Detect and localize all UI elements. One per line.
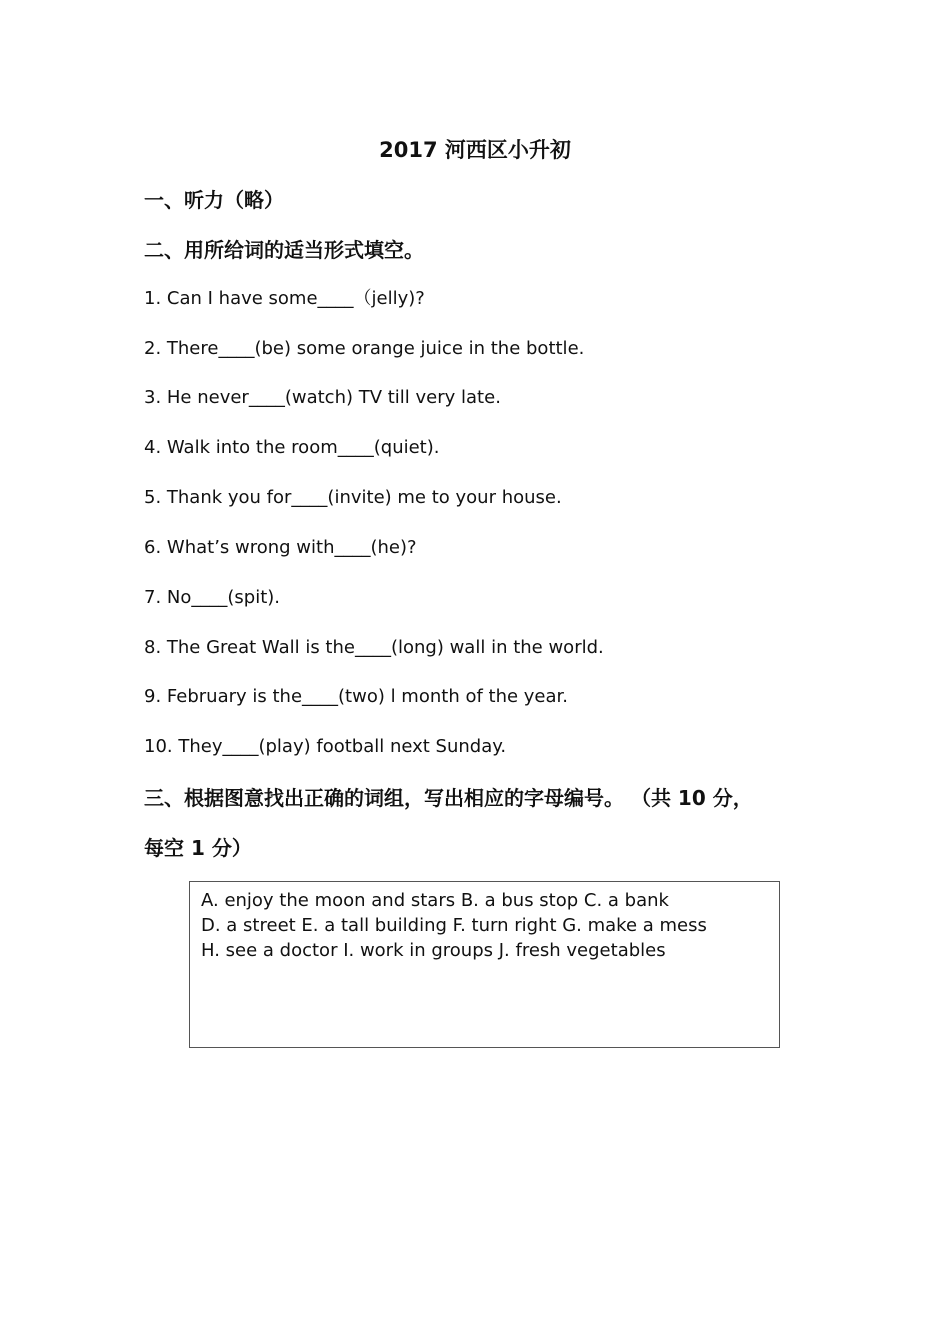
question-item-7: 7. No____(spit).: [144, 587, 281, 608]
question-item-4: 4. Walk into the room____(quiet).: [144, 437, 440, 458]
option-line-3: H. see a doctor I. work in groups J. fresh vegetables: [201, 940, 666, 961]
question-item-1: 1. Can I have some____（jelly)?: [144, 288, 425, 309]
section-heading-matching-score: 每空 1 分）: [144, 836, 252, 860]
question-item-10: 10. They____(play) football next Sunday.: [144, 736, 507, 757]
option-line-2: D. a street E. a tall building F. turn right G. make a mess: [201, 915, 707, 936]
section-heading-matching: 三、根据图意找出正确的词组，写出相应的字母编号。 （共 10 分，: [144, 786, 753, 810]
question-item-2: 2. There____(be) some orange juice in the bottle.: [144, 338, 585, 359]
section-heading-fill-blank: 二、用所给词的适当形式填空。: [144, 238, 424, 262]
page-title: 2017 河西区小升初: [379, 138, 571, 162]
option-line-1: A. enjoy the moon and stars B. a bus stop C. a bank: [201, 890, 669, 911]
question-item-5: 5. Thank you for____(invite) me to your house.: [144, 487, 562, 508]
options-box: [189, 881, 780, 1048]
question-item-8: 8. The Great Wall is the____(long) wall in the world.: [144, 637, 604, 658]
question-item-6: 6. What’s wrong with____(he)?: [144, 537, 417, 558]
section-heading-listening: 一、听力（略）: [144, 188, 284, 212]
question-item-9: 9. February is the____(two) l month of the year.: [144, 686, 569, 707]
question-item-3: 3. He never____(watch) TV till very late.: [144, 387, 501, 408]
